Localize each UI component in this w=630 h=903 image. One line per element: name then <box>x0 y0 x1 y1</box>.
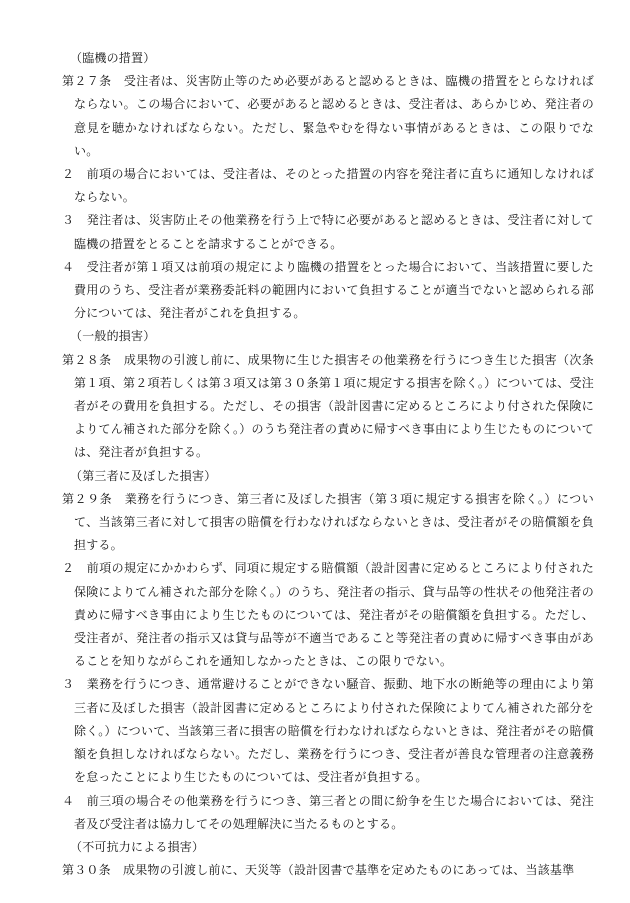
paragraph-text: 受注者が第１項又は前項の規定により臨機の措置をとった場合において、当該措置に要した費用のうち、受注者が業務委託料の範囲内において負担することが適当でないと認められる部分については、発注者がこれを負担する。 <box>74 259 594 321</box>
paragraph-number: ３ <box>62 677 75 692</box>
article-27-paragraph-2 <box>62 163 594 209</box>
section-heading: （臨機の措置） <box>70 51 156 65</box>
paragraph-number: ４ <box>62 259 75 274</box>
article-number: 第２８条 <box>62 352 112 367</box>
article-28 <box>62 349 594 465</box>
article-27 <box>62 70 594 163</box>
paragraph-text: 前三項の場合その他業務を行うにつき、第三者との間に紛争を生じた場合においては、発注者及び受注者は協力してその処理解決に当たるものとする。 <box>74 793 595 831</box>
article-27-paragraph-3 <box>62 209 594 255</box>
section-heading: （不可抗力による損害） <box>70 839 205 854</box>
section-heading: （第三者に及ぼした損害） <box>70 468 217 483</box>
paragraph-text: 前項の場合においては、受注者は、そのとった措置の内容を発注者に直ちに通知しなければならない。 <box>74 167 594 205</box>
article-text: 成果物の引渡し前に、天災等（設計図書で基準を定めたものにあっては、当該基準 <box>110 863 575 878</box>
paragraph-text: 発注者は、災害防止その他業務を行う上で特に必要があると認めるときは、受注者に対して臨機の措置をとることを請求することができる。 <box>74 213 595 251</box>
article-29-paragraph-2 <box>62 557 594 673</box>
document-body <box>62 47 594 882</box>
article-text: 業務を行うにつき、第三者に及ぼした損害（第３項に規定する損害を除く。）について、当該第三者に対して損害の賠償を行わなければならないときは、受注者がその賠償額を負担する。 <box>74 491 594 553</box>
paragraph-number: ２ <box>62 561 75 576</box>
paragraph-text: 前項の規定にかかわらず、同項に規定する賠償額（設計図書に定めるところにより付された保険によりてん補された部分を除く。）のうち、発注者の指示、貸与品等の性状その他発注者の責めに帰すべき事由により生じたものについては、発注者がその賠償額を負担する。ただし、受注者が、発注者の指示又は貸与品等が不適当であること等発注者の責めに帰すべき事由があることを知りながらこれを通知しなかったときは、この限りでない。 <box>74 561 594 669</box>
article-number: 第３０条 <box>62 863 111 878</box>
paragraph-text: 業務を行うにつき、通常避けることができない騒音、振動、地下水の断絶等の理由により第三者に及ぼした損害（設計図書に定めるところにより付された保険によりてん補された部分を除く。）について、当該第三者に損害の賠償を行わなければならないときは、発注者がその賠償額を負担しなければならない。ただし、業務を行うにつき、受注者が善良な管理者の注意義務を怠ったことにより生じたものについては、受注者が負担する。 <box>74 677 595 785</box>
article-number: 第２９条 <box>62 491 113 506</box>
article-number: 第２７条 <box>62 74 112 89</box>
paragraph-number: ３ <box>62 213 75 228</box>
article-27-paragraph-4 <box>62 256 594 326</box>
paragraph-number: ２ <box>62 167 75 182</box>
article-29-paragraph-3 <box>62 673 594 789</box>
paragraph-number: ４ <box>62 793 75 808</box>
section-heading: （一般的損害） <box>70 329 156 344</box>
article-30 <box>62 859 594 882</box>
article-text: 成果物の引渡し前に、成果物に生じた損害その他業務を行うにつき生じた損害（次条第１項、第２項若しくは第３項又は第３０条第１項に規定する損害を除く。）については、受注者がその費用を負担する。ただし、その損害（設計図書に定めるところにより付された保険によりてん補された部分を除く。）のうち発注者の責めに帰すべき事由により生じたものについては、発注者が負担する。 <box>74 352 594 460</box>
article-29-paragraph-4 <box>62 790 594 836</box>
article-text: 受注者は、災害防止等のため必要があると認めるときは、臨機の措置をとらなければならない。この場合において、必要があると認めるときは、受注者は、あらかじめ、発注者の意見を聴かなければならない。ただし、緊急やむを得ない事情があるときは、この限りでない。 <box>74 74 594 158</box>
article-29 <box>62 488 594 558</box>
